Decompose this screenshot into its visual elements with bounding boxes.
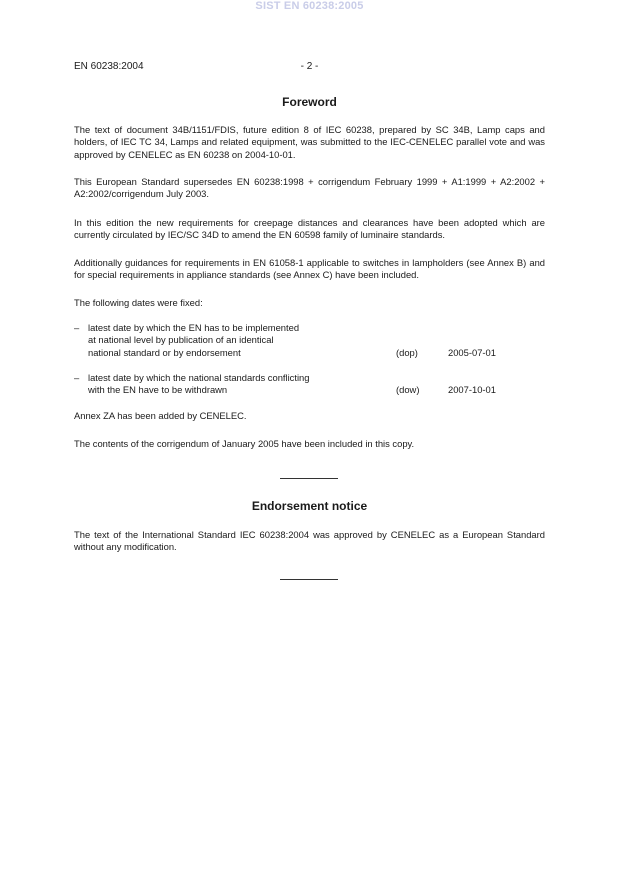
date-item-line: latest date by which the EN has to be implemented [88,322,300,333]
end-divider [280,579,338,580]
foreword-paragraph-1: The text of document 34B/1151/FDIS, future edition 8 of IEC 60238, prepared by SC 34B, Lamp caps and holders, of IEC TC 34, Lamps and related equipment, was submitted to the IEC-CENELEC parallel vote and was approved by CENELEC as EN 60238 on 2004-10-01. [74,124,545,160]
endorsement-title: Endorsement notice [251,499,368,513]
date-abbreviation: (dop) [396,346,418,358]
foreword-title: Foreword [282,95,337,109]
foreword-paragraph-3: In this edition the new requirements for creepage distances and clearances have been adopted which are currently circulated by IEC/SC 34D to amend the EN 60598 family of luminaire standards. [74,217,545,241]
page-number: - 2 - [300,61,319,72]
date-item-line: with the EN have to be withdrawn [88,384,228,396]
date-value: 2005-07-01 [448,346,496,358]
watermark: SIST EN 60238:2005 [255,0,364,12]
dash-bullet: – [74,322,80,333]
date-item-text [88,322,388,359]
corrigendum-note: The contents of the corrigendum of January 2005 have been included in this copy. [74,438,415,449]
date-item-line: at national level by publication of an identical [88,334,274,346]
dash-bullet: – [74,372,80,383]
section-divider [280,478,338,479]
foreword-paragraph-4: Additionally guidances for requirements in EN 61058-1 applicable to switches in lampholders (see Annex B) and for special requirements in appliance standards (see Annex C) have been included. [74,257,545,281]
date-item-line: national standard or by endorsement [88,346,241,358]
date-abbreviation: (dow) [396,384,420,396]
date-item-text [88,372,388,397]
foreword-paragraph-5: The following dates were fixed: [74,297,203,308]
endorsement-text: The text of the International Standard IEC 60238:2004 was approved by CENELEC as a European Standard without any modification. [74,529,545,553]
foreword-paragraph-2: This European Standard supersedes EN 60238:1998 + corrigendum February 1999 + A1:1999 + A2:2002 + A2:2002/corrigendum July 2003. [74,176,545,200]
date-value: 2007-10-01 [448,384,496,396]
annex-note: Annex ZA has been added by CENELEC. [74,410,247,421]
date-item-line: latest date by which the national standards conflicting [88,372,310,383]
document-id: EN 60238:2004 [74,61,144,72]
